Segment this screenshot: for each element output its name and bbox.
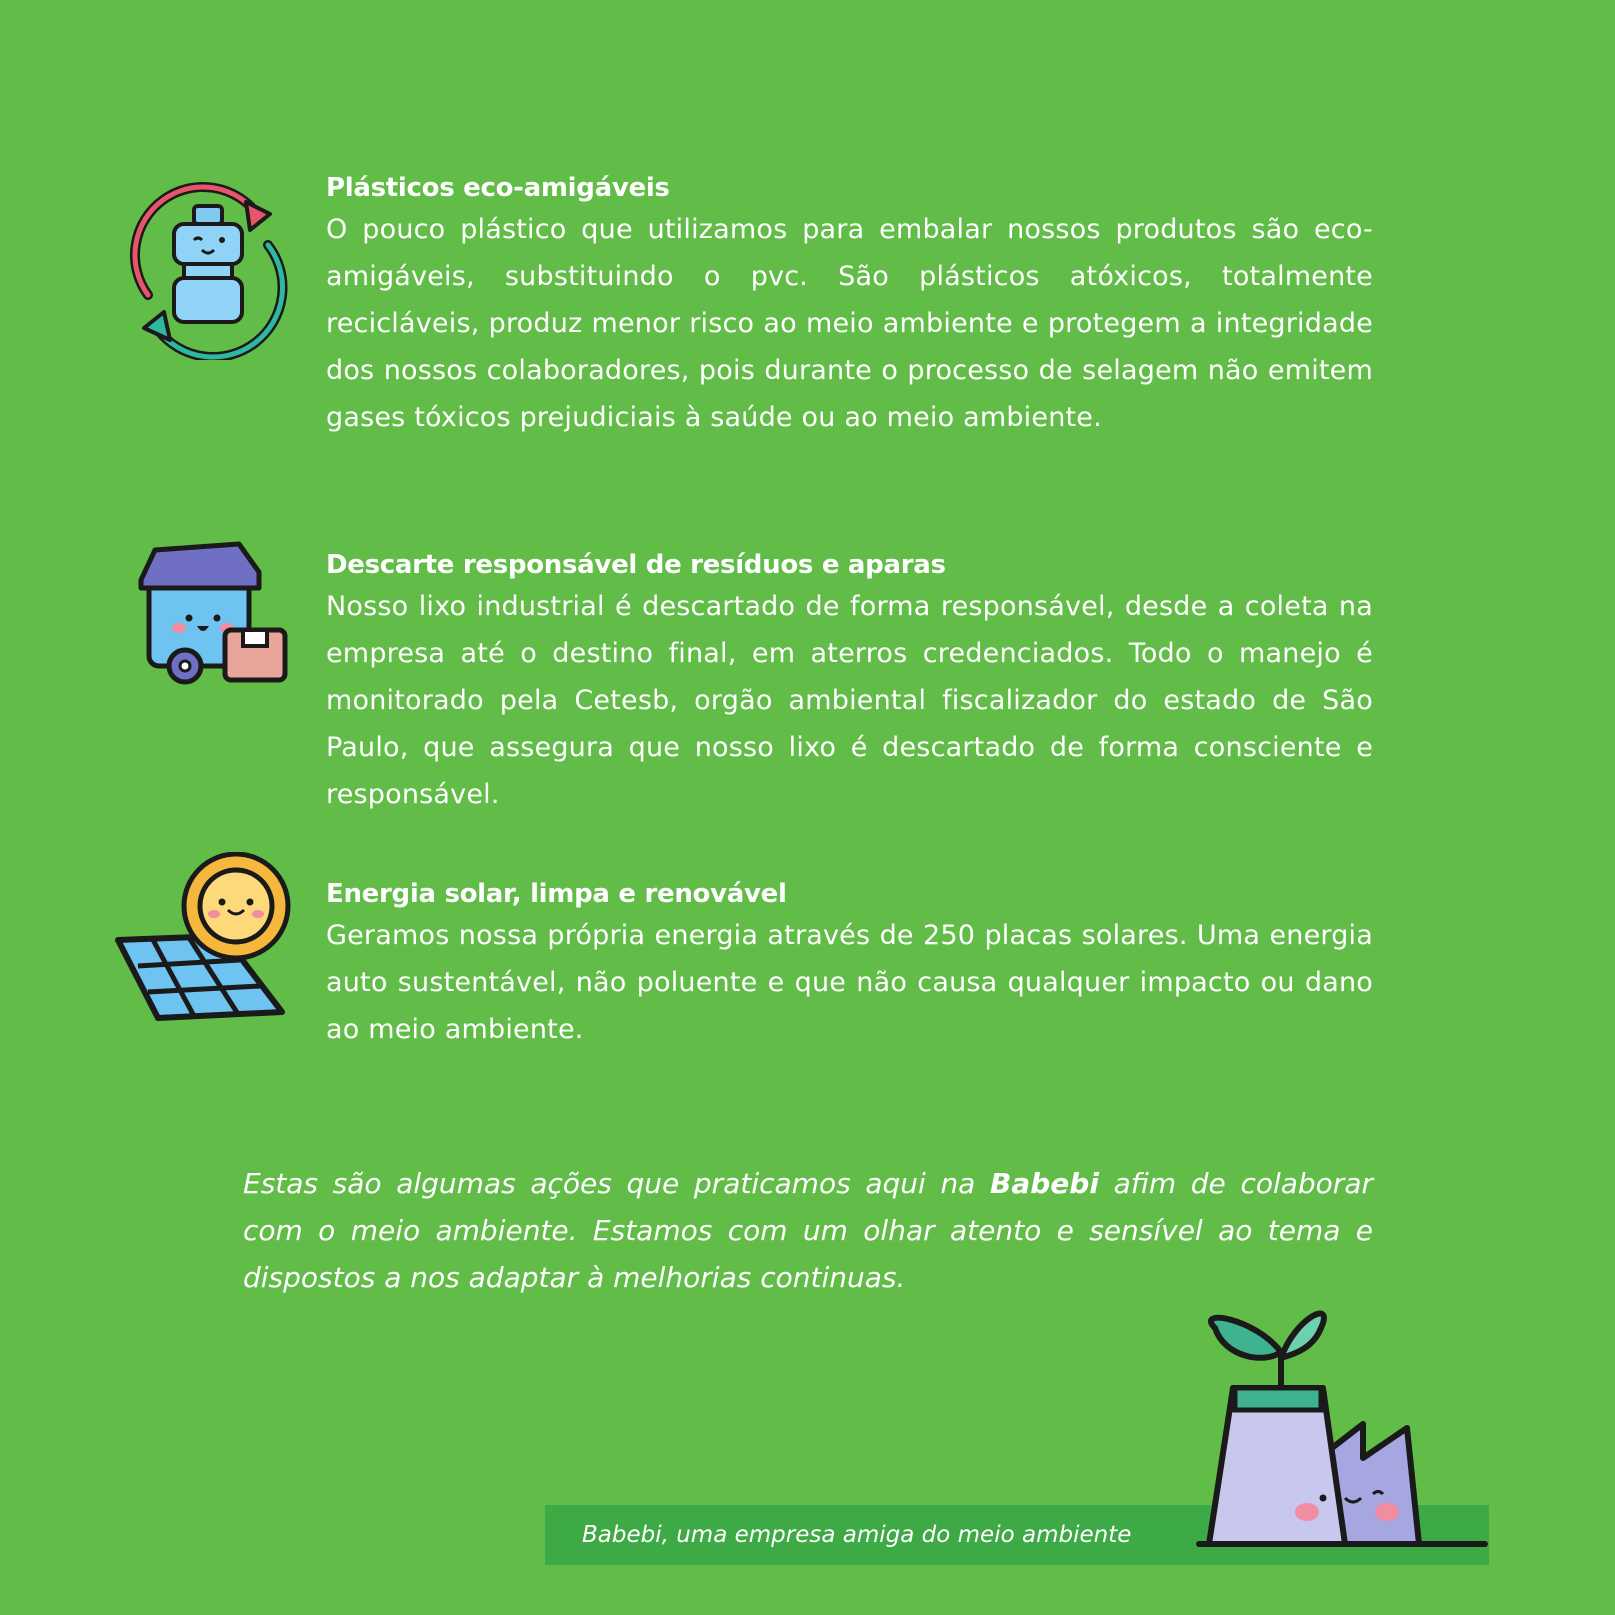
closing-text-start: Estas são algumas ações que praticamos aqui na [243,1167,991,1200]
section-body: O pouco plástico que utilizamos para embalar nossos produtos são eco-amigáveis, substituindo o pvc. São plásticos atóxicos, totalmente recicláveis, produz menor risco ao meio ambiente e protegem a integridade dos nossos colaboradores, pois durante o processo de selagem não emitem gases tóxicos prejudiciais à saúde ou ao meio ambiente. [326,214,1373,433]
closing-text-end: afim de colaborar com o meio ambiente. Estamos com um olhar atento e sensível ao tema e dispostos a nos adaptar à melhorias continuas. [243,1167,1373,1294]
brand-name: Babebi [990,1167,1099,1200]
section-body: Nosso lixo industrial é descartado de forma responsável, desde a coleta na empresa até o destino final, em aterros credenciados. Todo o manejo é monitorado pela Cetesb, orgão ambiental fiscalizador do estado de São Paulo, que assegura que nosso lixo é descartado de forma consciente e responsável. [326,591,1373,810]
section-title: Descarte responsável de resíduos e aparas [326,550,946,580]
section-waste [326,547,1373,818]
closing-paragraph [243,1160,1373,1301]
trash-bin-icon [135,538,295,702]
recycle-bottle-icon [118,180,298,364]
eco-factory-icon [1195,1288,1490,1554]
solar-panel-icon [112,852,302,1046]
section-title: Energia solar, limpa e renovável [326,879,787,909]
section-title: Plásticos eco-amigáveis [326,173,670,203]
footer-tagline: Babebi, uma empresa amiga do meio ambiente [582,1522,1132,1548]
section-solar [326,876,1373,1053]
section-plastics [326,170,1373,441]
section-body: Geramos nossa própria energia através de 250 placas solares. Uma energia auto sustentável, não poluente e que não causa qualquer impacto ou dano ao meio ambiente. [326,920,1373,1045]
